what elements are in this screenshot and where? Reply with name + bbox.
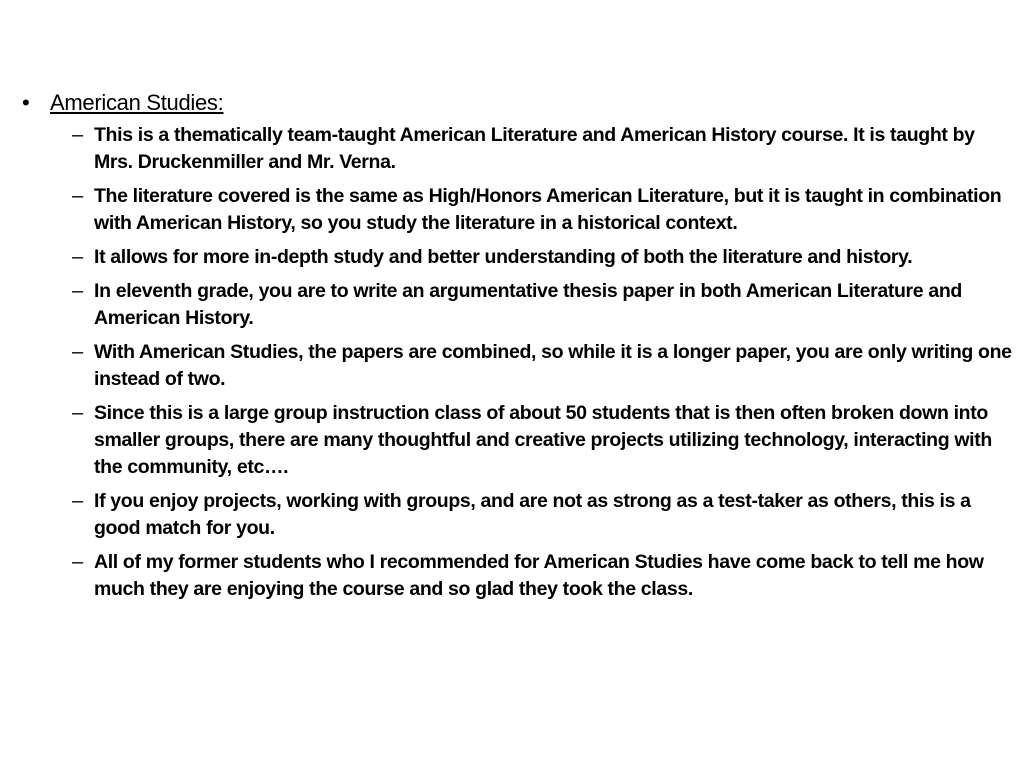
list-item [22, 183, 1014, 237]
sub-bullet-list [22, 122, 1014, 603]
list-item [22, 122, 1014, 176]
dash-icon: – [72, 280, 84, 302]
list-item-text: This is a thematically team-taught American Literature and American History course. It is taught by Mrs. Druckenmiller and Mr. Verna. [94, 124, 975, 173]
list-item-text: If you enjoy projects, working with groups, and are not as strong as a test-taker as others, this is a good match for you. [94, 490, 971, 539]
list-item-text: Since this is a large group instruction class of about 50 students that is then often broken down into smaller groups, there are many thoughtful and creative projects utilizing technology, interacting with the community, etc…. [94, 402, 992, 478]
list-item-text: All of my former students who I recommended for American Studies have come back to tell me how much they are enjoying the course and so glad they took the class. [94, 551, 984, 600]
dash-icon: – [72, 185, 84, 207]
bullet-icon: • [22, 90, 30, 115]
dash-icon: – [72, 402, 84, 424]
list-item-text: In eleventh grade, you are to write an argumentative thesis paper in both American Literature and American History. [94, 280, 962, 329]
list-item-text: With American Studies, the papers are combined, so while it is a longer paper, you are only writing one instead of two. [94, 341, 1012, 390]
dash-icon: – [72, 341, 84, 363]
list-item [22, 339, 1014, 393]
list-item [22, 488, 1014, 542]
list-item [22, 400, 1014, 481]
list-item-text: The literature covered is the same as High/Honors American Literature, but it is taught in combination with American History, so you study the literature in a historical context. [94, 185, 1002, 234]
dash-icon: – [72, 490, 84, 512]
list-item [22, 549, 1014, 603]
dash-icon: – [72, 551, 84, 573]
slide-content [22, 88, 1014, 610]
section-heading: American Studies: [50, 90, 224, 115]
list-item-text: It allows for more in-depth study and better understanding of both the literature and history. [94, 246, 913, 268]
heading-bullet-row [22, 88, 1014, 118]
list-item [22, 278, 1014, 332]
dash-icon: – [72, 124, 84, 146]
dash-icon: – [72, 246, 84, 268]
list-item [22, 244, 1014, 271]
